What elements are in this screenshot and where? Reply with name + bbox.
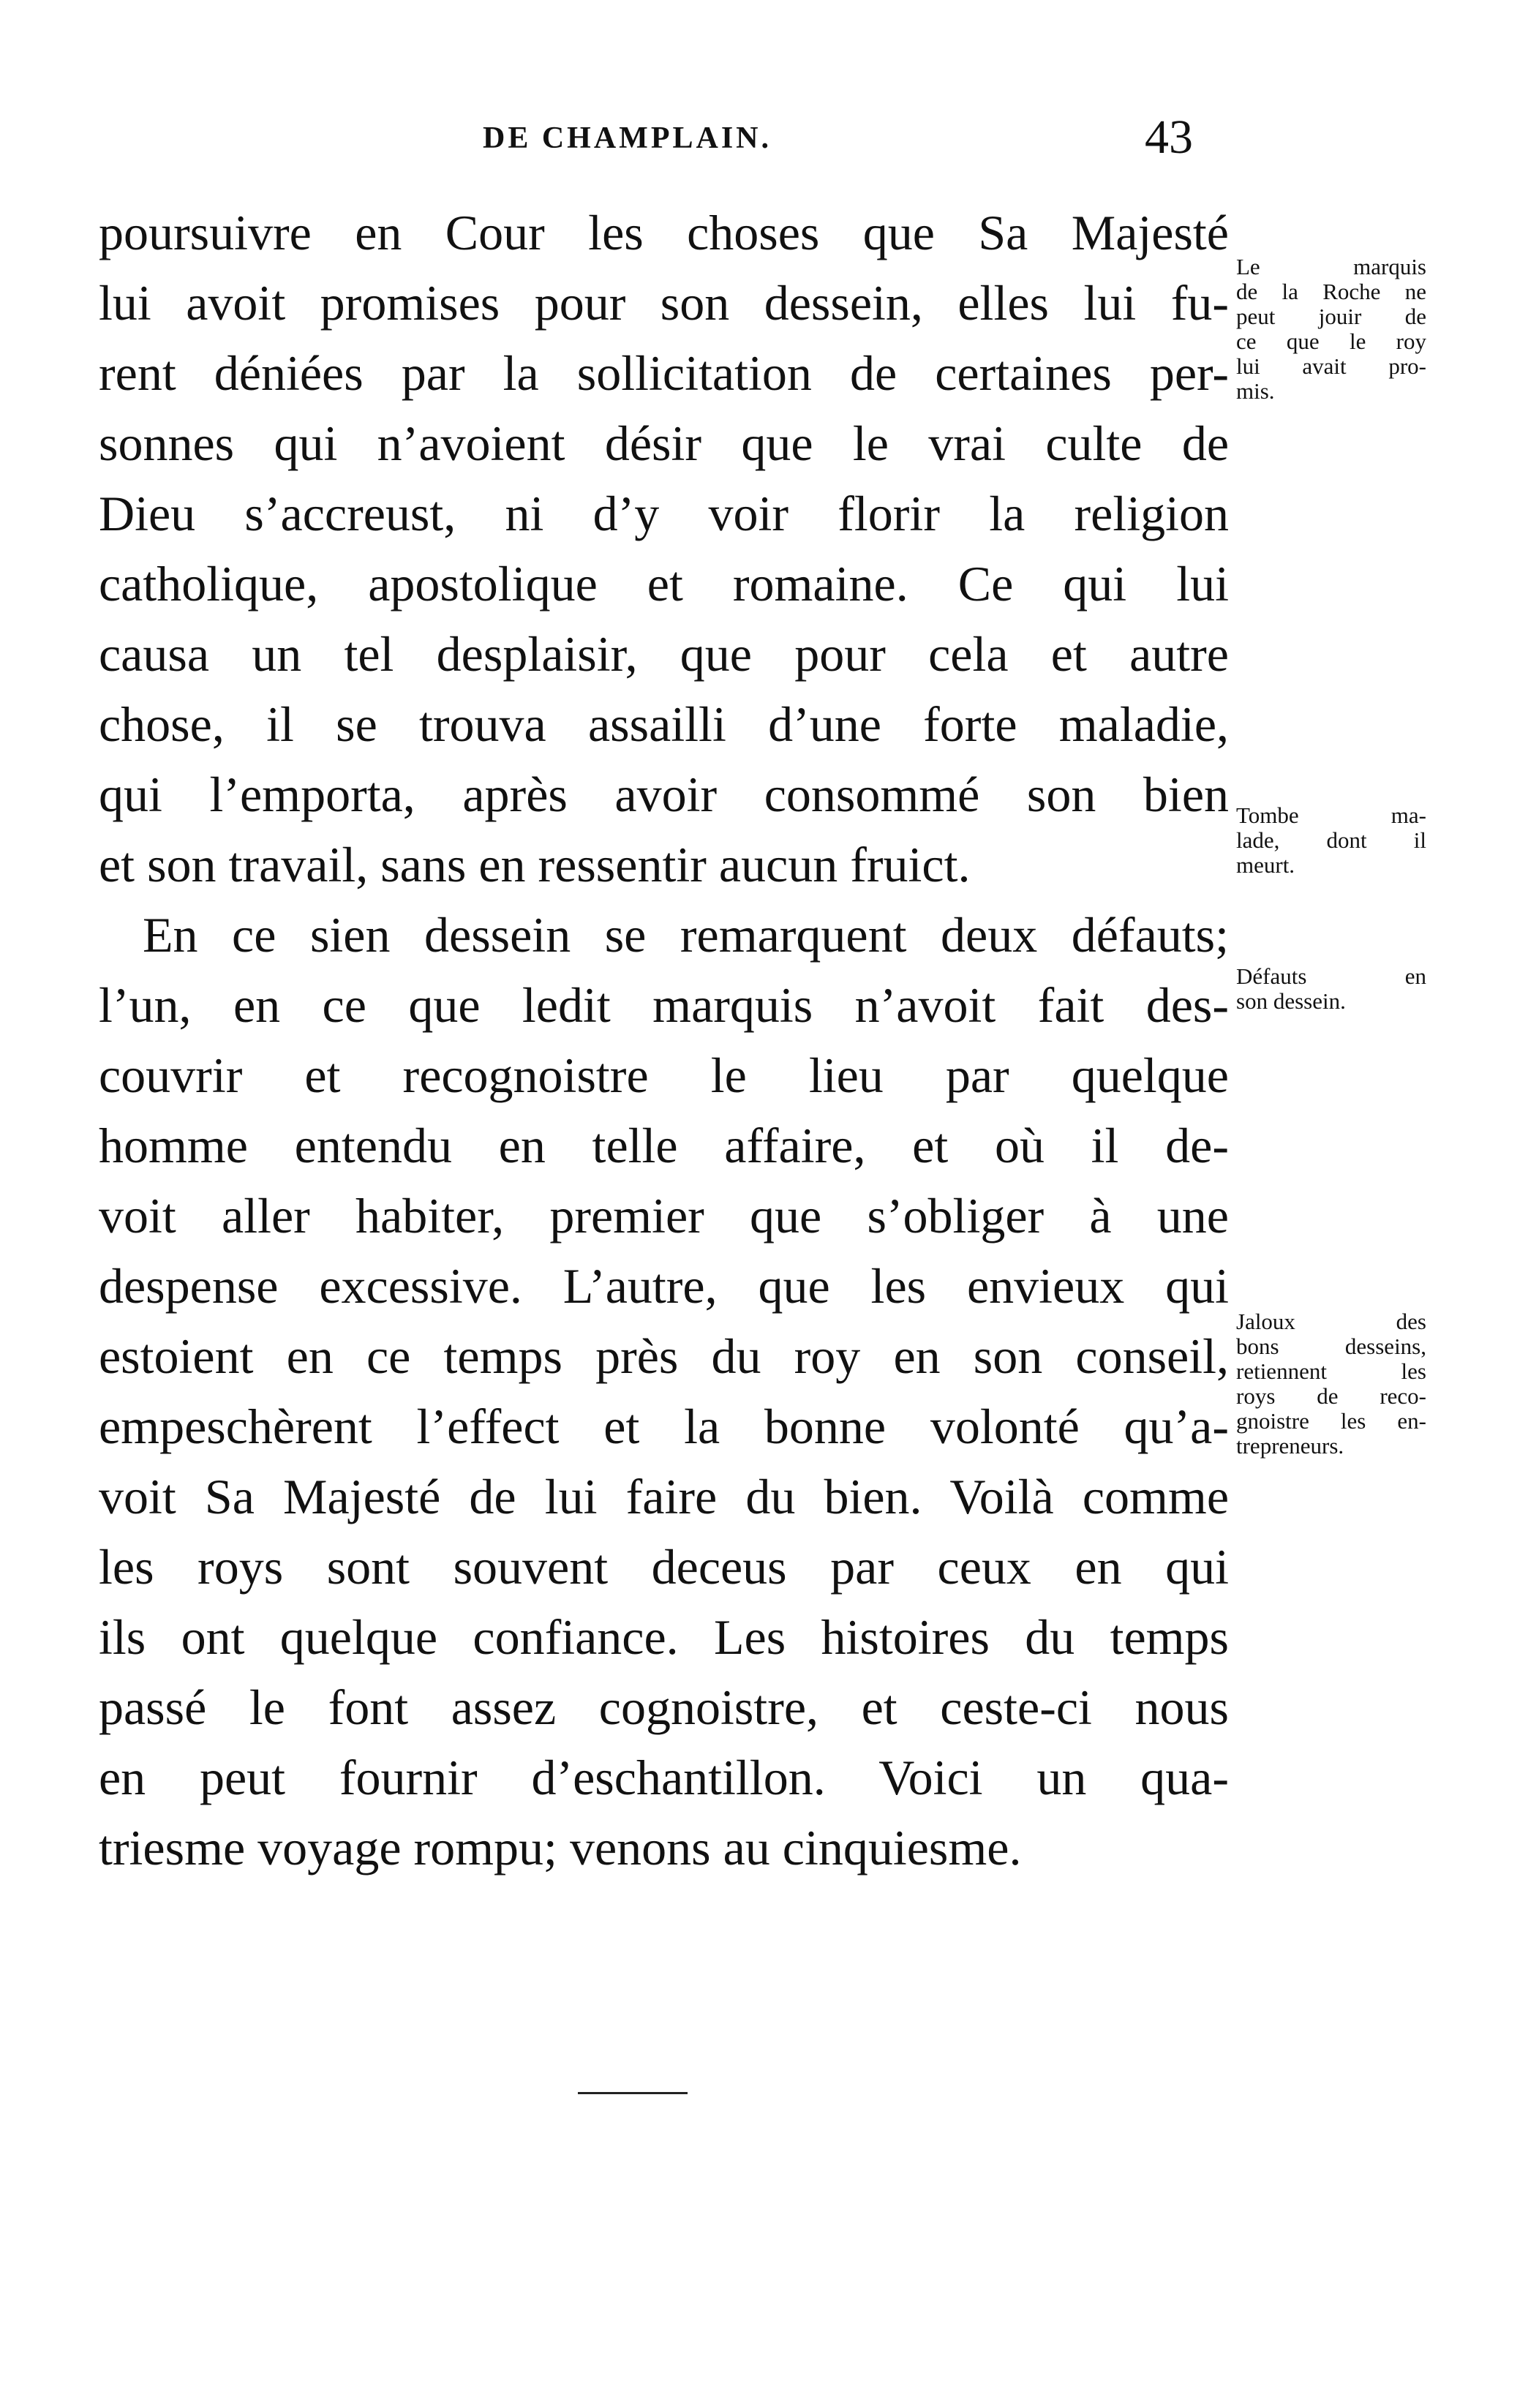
text-line: qui l’emporta, après avoir consommé son bien <box>99 767 1229 822</box>
text-line: causa un tel desplaisir, que pour cela et autre <box>99 626 1229 682</box>
text-line: Dieu s’accreust, ni d’y voir florir la religion <box>99 486 1229 541</box>
text-line: lui avoit promises pour son dessein, elles lui fu- <box>99 275 1229 331</box>
margin-note-line: meurt. <box>1236 852 1295 878</box>
margin-note-line: Jaloux des <box>1236 1309 1426 1334</box>
text-line: ils ont quelque confiance. Les histoires du temps <box>99 1609 1229 1665</box>
margin-note-line: Tombe ma- <box>1236 802 1426 828</box>
margin-note-jaloux <box>1236 1309 1426 1459</box>
text-line: homme entendu en telle affaire, et où il de- <box>99 1118 1229 1173</box>
margin-note-line: ce que le roy <box>1236 328 1426 354</box>
text-line: voit aller habiter, premier que s’obliger à une <box>99 1188 1229 1243</box>
text-line-paragraph-start: En ce sien dessein se remarquent deux défauts; <box>143 907 1229 963</box>
body-text <box>99 197 1229 1883</box>
text-line: l’un, en ce que ledit marquis n’avoit fait des- <box>99 977 1229 1033</box>
text-line: sonnes qui n’avoient désir que le vrai culte de <box>99 415 1229 471</box>
margin-note-line: retiennent les <box>1236 1358 1426 1384</box>
margin-note-marquis <box>1236 255 1426 404</box>
margin-note-line: lade, dont il <box>1236 827 1426 853</box>
margin-note-line: peut jouir de <box>1236 304 1426 329</box>
margin-note-line: trepreneurs. <box>1236 1433 1344 1459</box>
text-line: chose, il se trouva assailli d’une forte maladie, <box>99 696 1229 752</box>
running-title: DE CHAMPLAIN. <box>483 121 772 155</box>
margin-note-maladie <box>1236 803 1426 878</box>
text-line: couvrir et recognoistre le lieu par quelque <box>99 1047 1229 1103</box>
margin-note-line: lui avait pro- <box>1236 353 1426 379</box>
margin-note-line: gnoistre les en- <box>1236 1408 1426 1434</box>
page-number: 43 <box>1145 110 1193 164</box>
margin-note-line: bons desseins, <box>1236 1333 1426 1359</box>
text-line: les roys sont souvent deceus par ceux en qui <box>99 1539 1229 1595</box>
text-line: catholique, apostolique et romaine. Ce qui lui <box>99 556 1229 612</box>
text-line: empeschèrent l’effect et la bonne volonté qu’a- <box>99 1399 1229 1454</box>
text-line: poursuivre en Cour les choses que Sa Majesté <box>99 205 1229 260</box>
text-line: despense excessive. L’autre, que les envieux qui <box>99 1258 1229 1314</box>
text-line: et son travail, sans en ressentir aucun fruict. <box>99 837 971 892</box>
text-line: voit Sa Majesté de lui faire du bien. Voilà comme <box>99 1469 1229 1524</box>
text-line: en peut fournir d’eschantillon. Voici un qua- <box>99 1750 1229 1805</box>
text-line: rent déniées par la sollicitation de certaines per- <box>99 345 1229 401</box>
text-line: triesme voyage rompu; venons au cinquiesme. <box>99 1820 1022 1875</box>
margin-note-line: roys de reco- <box>1236 1383 1426 1409</box>
margin-note-line: Défauts en <box>1236 963 1426 989</box>
margin-note-line: son dessein. <box>1236 988 1346 1014</box>
margin-note-line: Le marquis <box>1236 254 1426 279</box>
margin-note-line: de la Roche ne <box>1236 279 1426 304</box>
margin-note-defauts <box>1236 964 1426 1014</box>
margin-note-line: mis. <box>1236 378 1275 404</box>
text-line: passé le font assez cognoistre, et ceste-ci nous <box>99 1679 1229 1735</box>
text-line: estoient en ce temps près du roy en son conseil, <box>99 1328 1229 1384</box>
end-rule <box>578 2092 688 2094</box>
